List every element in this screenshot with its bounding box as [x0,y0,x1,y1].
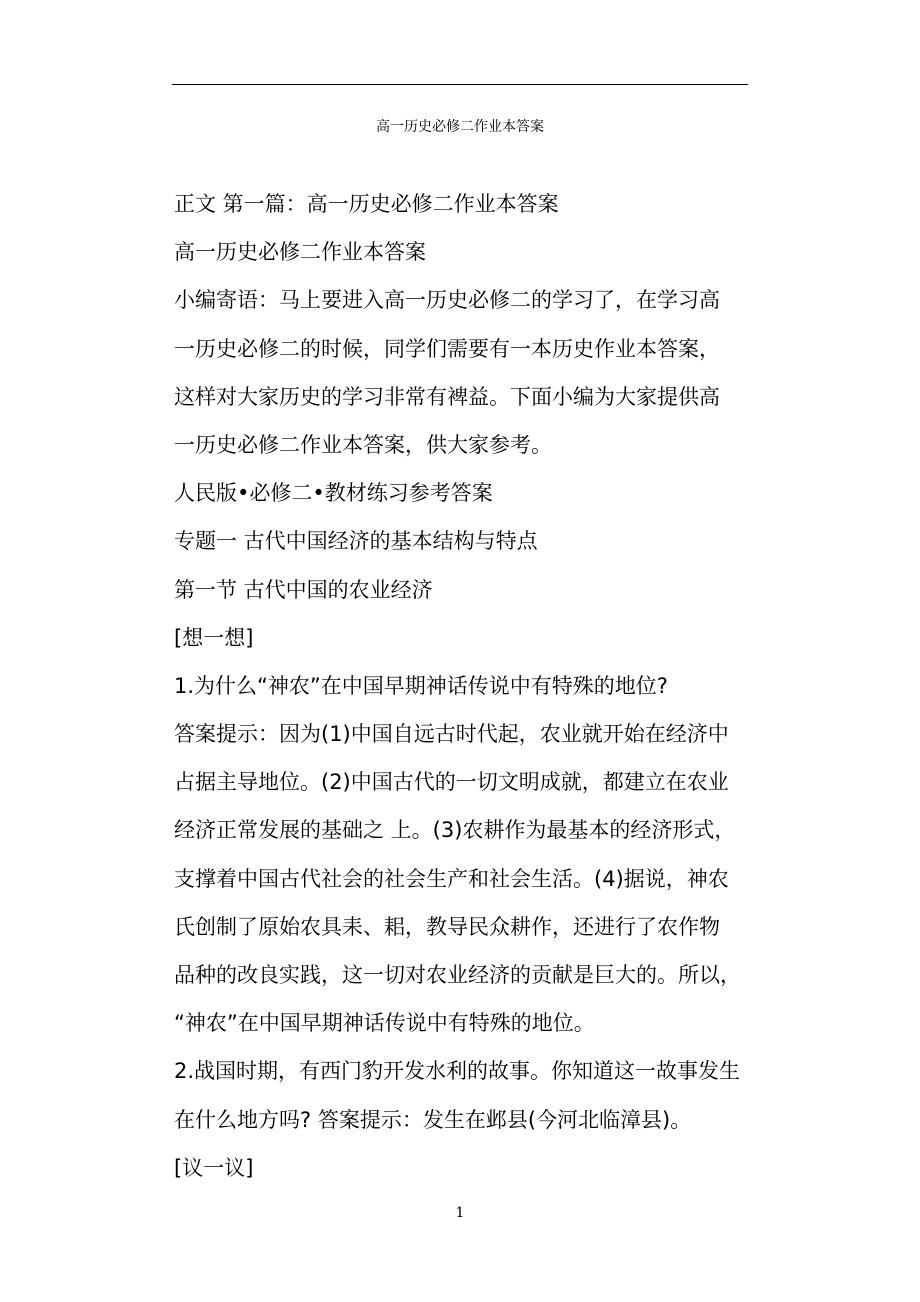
header-title: 高一历史必修二作业本答案 [376,119,544,135]
header-rule [172,84,748,85]
body-line: 占据主导地位。(2)中国古代的一切文明成就，都建立在农业 [174,770,729,795]
body-line: 一历史必修二的时候，同学们需要有一本历史作业本答案， [174,336,720,361]
body-line: 第一节 古代中国的农业经济 [174,577,433,602]
body-line: [想一想] [174,625,254,650]
body-line: 2.战国时期，有西门豹开发水利的故事。你知道这一故事发生 [174,1059,741,1084]
body-line: 一历史必修二作业本答案，供大家参考。 [174,432,552,457]
body-line: “神农”在中国早期神话传说中有特殊的地位。 [174,1011,595,1036]
body-line: 这样对大家历史的学习非常有裨益。下面小编为大家提供高 [174,384,720,409]
body-line: 支撑着中国古代社会的社会生产和社会生活。(4)据说，神农 [174,866,729,891]
body-line: 1.为什么“神农”在中国早期神话传说中有特殊的地位? [174,673,668,698]
body-line: 经济正常发展的基础之 上。(3)农耕作为最基本的经济形式， [174,818,736,843]
body-line: 人民版•必修二•教材练习参考答案 [174,481,493,506]
body-line: 高一历史必修二作业本答案 [174,240,426,265]
body-line: 小编寄语：马上要进入高一历史必修二的学习了，在学习高 [174,288,720,313]
body-line: 正文 第一篇：高一历史必修二作业本答案 [174,192,559,216]
body-line: 品种的改良实践，这一切对农业经济的贡献是巨大的。所以， [174,963,741,987]
page-number: 1 [455,1205,465,1221]
body-line: 答案提示：因为(1)中国自远古时代起，农业就开始在经济中 [174,722,729,747]
body-line: 在什么地方吗? 答案提示：发生在邺县(今河北临漳县)。 [174,1107,692,1132]
body-line: 专题一 古代中国经济的基本结构与特点 [174,529,538,554]
body-line: [议一议] [174,1155,254,1180]
document-body [174,180,754,1192]
body-line: 氏创制了原始农具耒、耜，教导民众耕作，还进行了农作物 [174,914,720,939]
